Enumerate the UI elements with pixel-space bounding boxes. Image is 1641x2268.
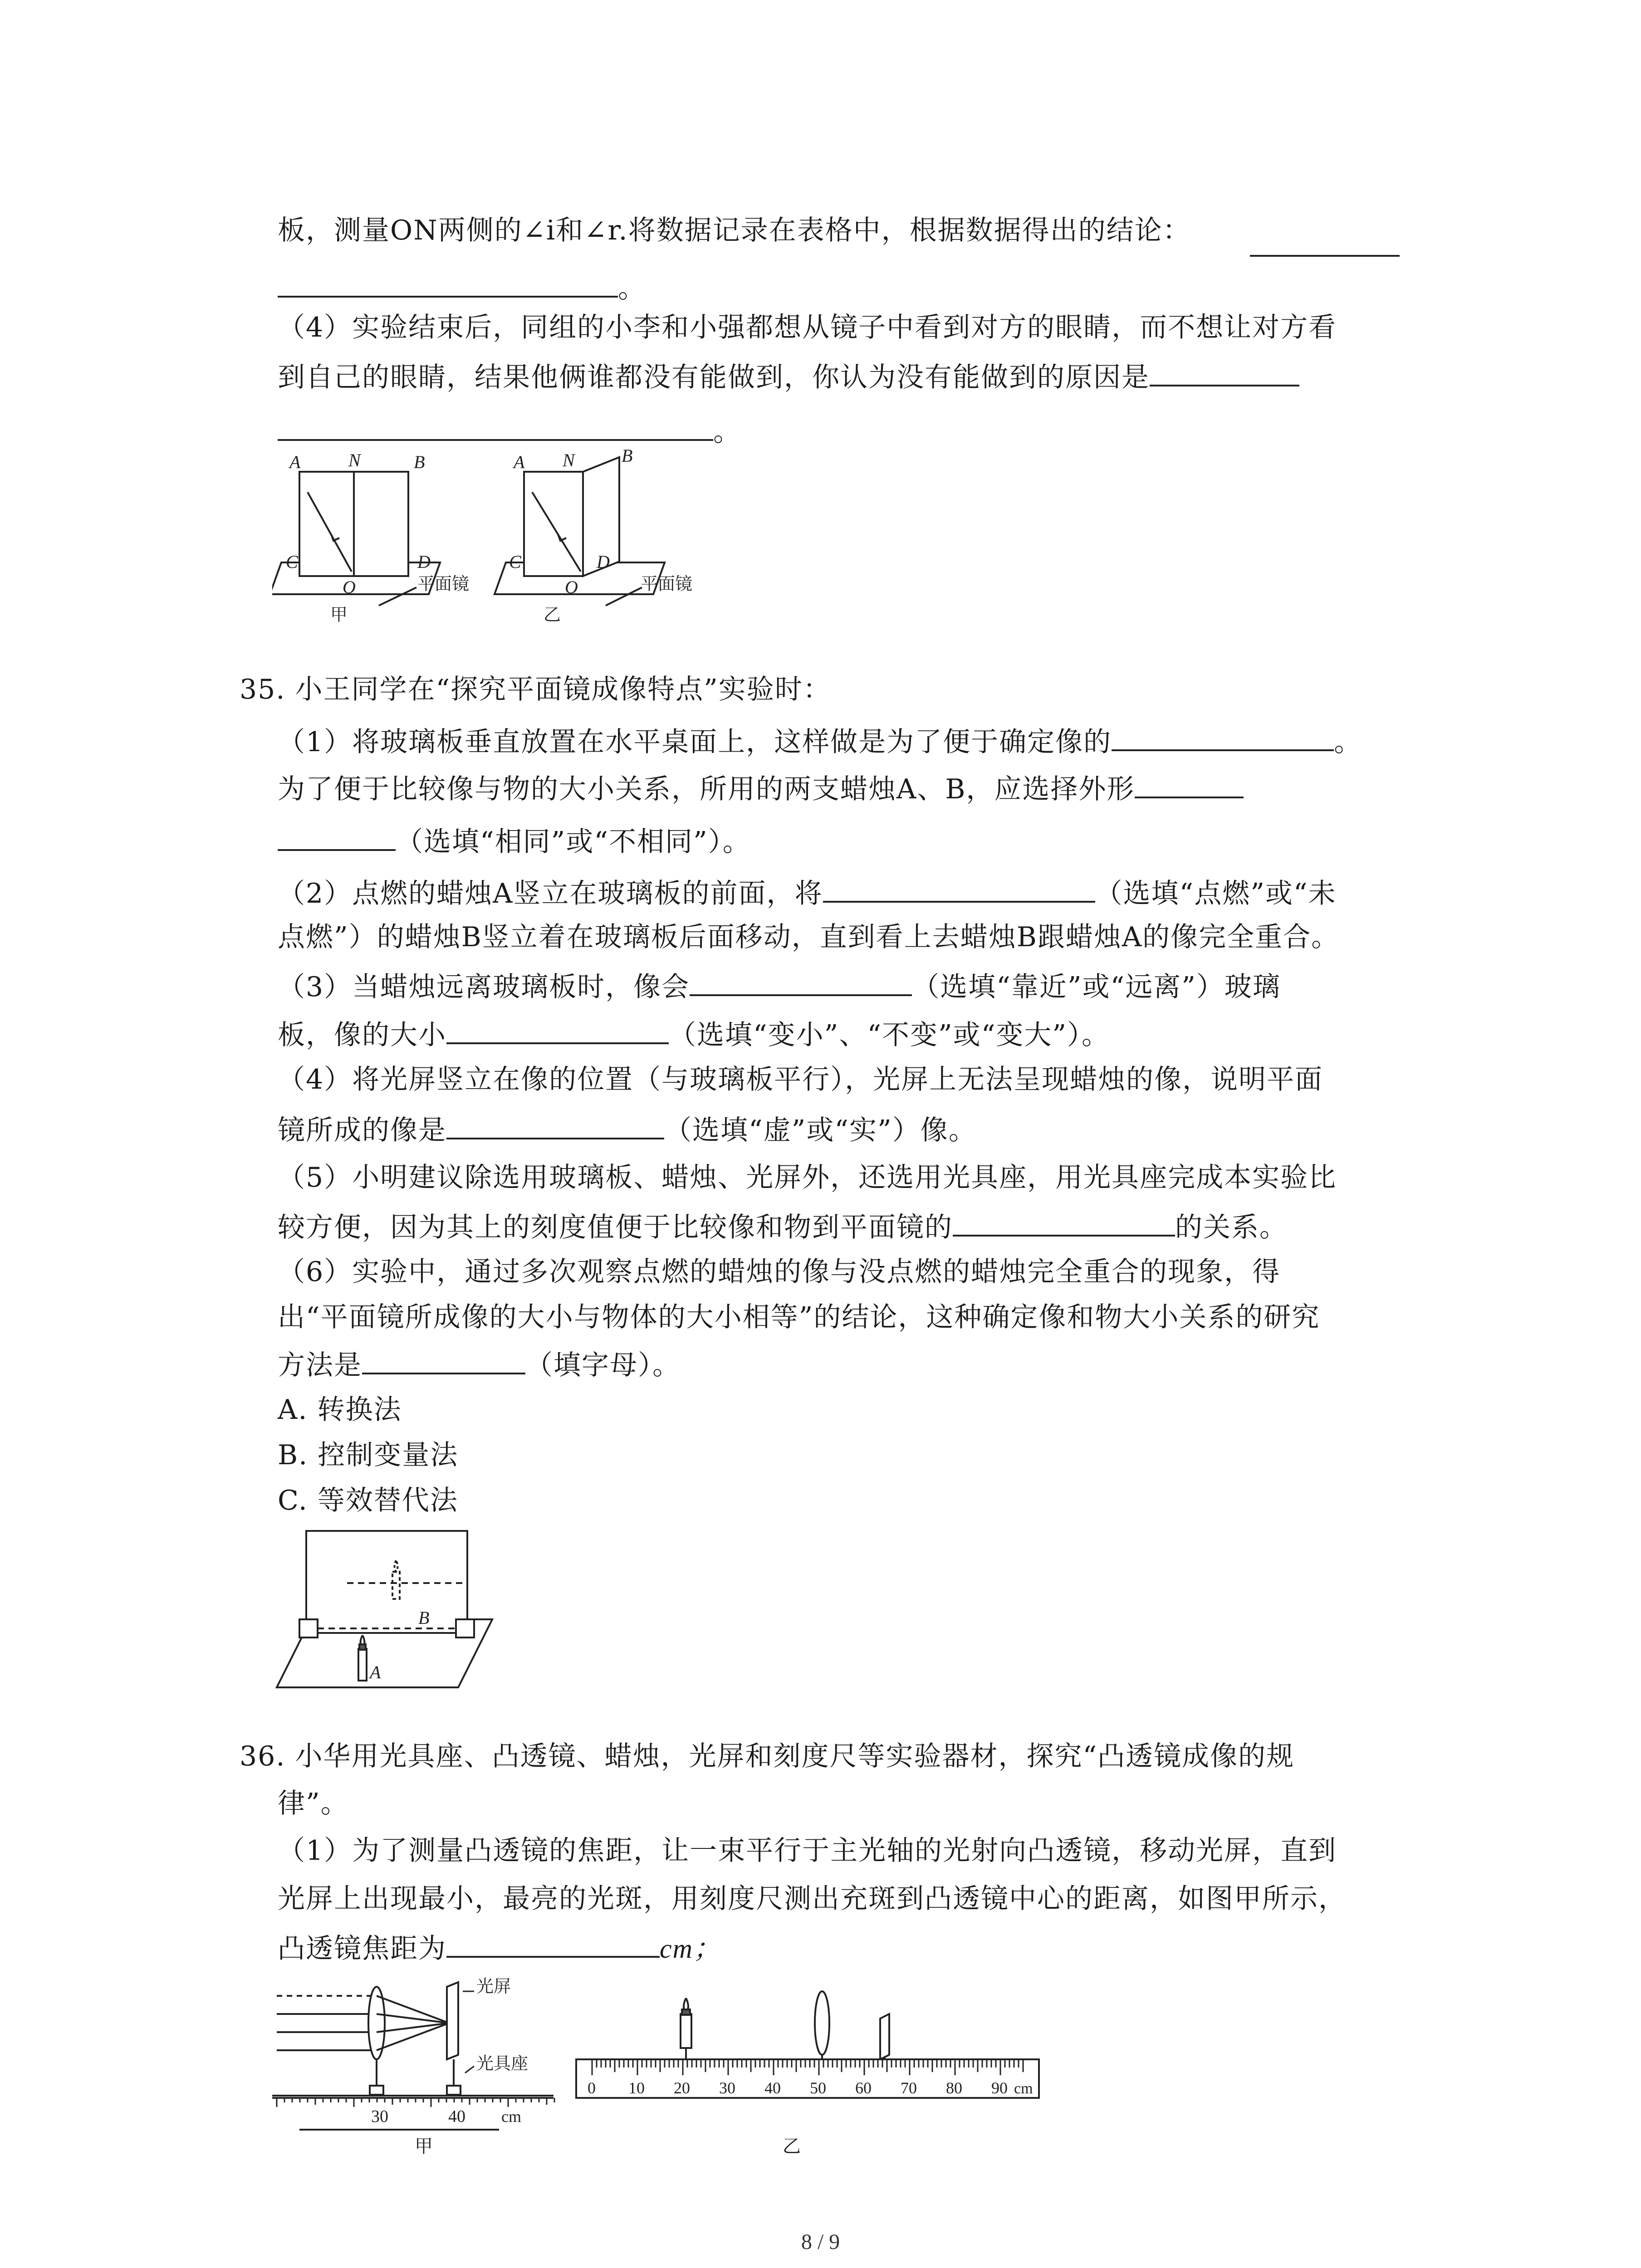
q34-line-1: 板，测量ON两侧的∠i和∠r.将数据记录在表格中，根据数据得出的结论： — [278, 215, 1191, 246]
q36-stem-line-1: 36. 小华用光具座、凸透镜、蜡烛，光屏和刻度尺等实验器材，探究“凸透镜成像的规 — [240, 1740, 1295, 1772]
ruler — [576, 2059, 1039, 2098]
q34-blank-reason-a[interactable] — [1150, 357, 1299, 386]
q35-blank-method[interactable] — [362, 1344, 525, 1374]
q35-blank-size[interactable] — [446, 1014, 669, 1044]
q34-blank-conclusion-b[interactable] — [278, 268, 618, 298]
q35-blank-image-position[interactable] — [1112, 721, 1334, 751]
q36-figure-jia — [272, 1969, 563, 2141]
q35-p4-line-1: （4）将光屏竖立在像的位置（与玻璃板平行），光屏上无法呈现蜡烛的像，说明平面 — [278, 1064, 1323, 1095]
q36-p1-line-3: 凸透镜焦距为 cm； — [278, 1928, 721, 1967]
jia-C: C — [286, 552, 298, 572]
jia-N: N — [348, 450, 361, 470]
label-a: A — [370, 1662, 381, 1682]
candle-a — [358, 1649, 367, 1681]
q34-part4-line-3: 。 — [278, 411, 741, 450]
yi-D: D — [597, 552, 610, 572]
stand-left — [299, 1619, 318, 1637]
q36-p1-line-1: （1）为了测量凸透镜的焦距，让一束平行于主光轴的光射向凸透镜，移动光屏，直到 — [278, 1835, 1337, 1867]
q35-p1-line-1: （1）将玻璃板垂直放置在水平桌面上，这样做是为了便于确定像的 。 — [278, 721, 1362, 760]
q34-line-2: 。 — [278, 268, 646, 307]
screen — [447, 1982, 458, 2059]
q36-stem-line-2: 律”。 — [278, 1788, 349, 1819]
q36-yi-caption: 乙 — [783, 2136, 801, 2157]
jia-O: O — [343, 577, 356, 597]
yi-tick-label: 70 — [901, 2079, 917, 2097]
yi-tick-label: 0 — [588, 2079, 596, 2097]
q35-stem: 35. 小王同学在“探究平面镜成像特点”实验时： — [240, 674, 831, 705]
q36-jia-caption: 甲 — [415, 2136, 433, 2157]
q35-blank-shape-a[interactable] — [1135, 768, 1244, 798]
jia-leader — [379, 587, 416, 606]
jia-D: D — [417, 552, 431, 572]
label-b: B — [418, 1608, 430, 1628]
q35-blank-virtual-real[interactable] — [446, 1110, 664, 1139]
yi-tick-label: 50 — [810, 2079, 826, 2097]
jia-A: A — [289, 452, 301, 472]
yi-caption: 乙 — [544, 605, 561, 625]
yi-tick-label: 80 — [946, 2079, 962, 2097]
q35-p1-line-2: 为了便于比较像与物的大小关系，所用的两支蜡烛A、B，应选择外形 — [278, 768, 1244, 807]
yi-unit: cm — [1014, 2080, 1033, 2097]
lens — [815, 1991, 829, 2055]
q35-figure — [272, 1529, 508, 1692]
q35-p2-line-2: 点燃”）的蜡烛B竖立着在玻璃板后面移动，直到看上去蜡烛B跟蜡烛A的像完全重合。 — [278, 921, 1340, 953]
jia-tick-40: 40 — [448, 2107, 465, 2126]
q35-option-b[interactable]: B. 控制变量法 — [278, 1439, 459, 1471]
jia-tick-30: 30 — [371, 2107, 388, 2126]
q35-blank-direction[interactable] — [690, 966, 912, 996]
q35-p1-line-3: （选填“相同”或“不相同”）。 — [278, 821, 751, 860]
candle — [681, 2014, 691, 2048]
q35-p5-line-2: 较方便，因为其上的刻度值便于比较像和物到平面镜的 的关系。 — [278, 1207, 1288, 1246]
q34-blank-reason-b[interactable] — [278, 411, 713, 441]
jia-bench-label: 光具座 — [476, 2053, 529, 2073]
q35-blank-lit[interactable] — [823, 873, 1095, 903]
jia-mirror-label: 平面镜 — [417, 574, 470, 594]
q35-p5-line-1: （5）小明建议除选用玻璃板、蜡烛、光屏外，还选用光具座，用光具座完成本实验比 — [278, 1162, 1337, 1193]
yi-N: N — [563, 450, 575, 470]
glass-plate — [306, 1531, 467, 1633]
yi-tick-label: 40 — [764, 2079, 781, 2097]
q34-figures — [272, 449, 726, 631]
q35-p3-line-1: （3）当蜡烛远离玻璃板时，像会 （选填“靠近”或“远离”）玻璃 — [278, 966, 1281, 1005]
stand-right — [456, 1619, 474, 1637]
yi-A: A — [514, 452, 525, 472]
page-number: 8 / 9 — [801, 2230, 840, 2254]
yi-C: C — [509, 552, 521, 572]
q34-part4-line-2: 到自己的眼睛，结果他俩谁都没有能做到，你认为没有能做到的原因是 — [278, 357, 1299, 396]
q35-blank-distance[interactable] — [953, 1207, 1175, 1237]
yi-tick-label: 30 — [719, 2079, 735, 2097]
yi-tick-label: 60 — [855, 2079, 872, 2097]
q35-option-a[interactable]: A. 转换法 — [278, 1394, 402, 1426]
jia-B: B — [414, 452, 425, 472]
yi-tick-label: 10 — [628, 2079, 645, 2097]
q34-part4-line-1: （4）实验结束后，同组的小李和小强都想从镜子中看到对方的眼睛，而不想让对方看 — [278, 312, 1337, 343]
q36-p1-line-2: 光屏上出现最小，最亮的光斑，用刻度尺测出充斑到凸透镜中心的距离，如图甲所示， — [278, 1883, 1347, 1915]
yi-leader — [606, 587, 642, 606]
q34-blank-conclusion-a[interactable] — [1250, 227, 1400, 257]
yi-tick-label: 20 — [674, 2079, 690, 2097]
q35-p2-line-1: （2）点燃的蜡烛A竖立在玻璃板的前面，将 （选填“点燃”或“未 — [278, 873, 1337, 912]
jia-unit: cm — [501, 2107, 521, 2126]
jia-caption: 甲 — [330, 605, 348, 625]
yi-tick-label: 90 — [991, 2079, 1008, 2097]
screen — [880, 2014, 889, 2059]
q36-figure-yi — [572, 1964, 1053, 2118]
q35-p6-line-2: 出“平面镜所成像的大小与物体的大小相等”的结论，这种确定像和物大小关系的研究 — [278, 1301, 1320, 1333]
q35-p4-line-2: 镜所成的像是 （选填“虚”或“实”）像。 — [278, 1110, 977, 1149]
q35-p6-line-3: 方法是 （填字母）。 — [278, 1344, 681, 1383]
jia-screen-label: 光屏 — [476, 1976, 511, 1996]
yi-B: B — [622, 449, 633, 466]
q35-p3-line-2: 板，像的大小 （选填“变小”、“不变”或“变大”）。 — [278, 1014, 1110, 1053]
q35-option-c[interactable]: C. 等效替代法 — [278, 1485, 458, 1516]
yi-O: O — [565, 577, 578, 597]
q36-blank-focal-length[interactable] — [446, 1928, 660, 1958]
q35-blank-shape-b[interactable] — [278, 821, 396, 851]
q35-p6-line-1: （6）实验中，通过多次观察点燃的蜡烛的像与没点燃的蜡烛完全重合的现象，得 — [278, 1256, 1281, 1288]
yi-mirror-label: 平面镜 — [641, 574, 693, 594]
